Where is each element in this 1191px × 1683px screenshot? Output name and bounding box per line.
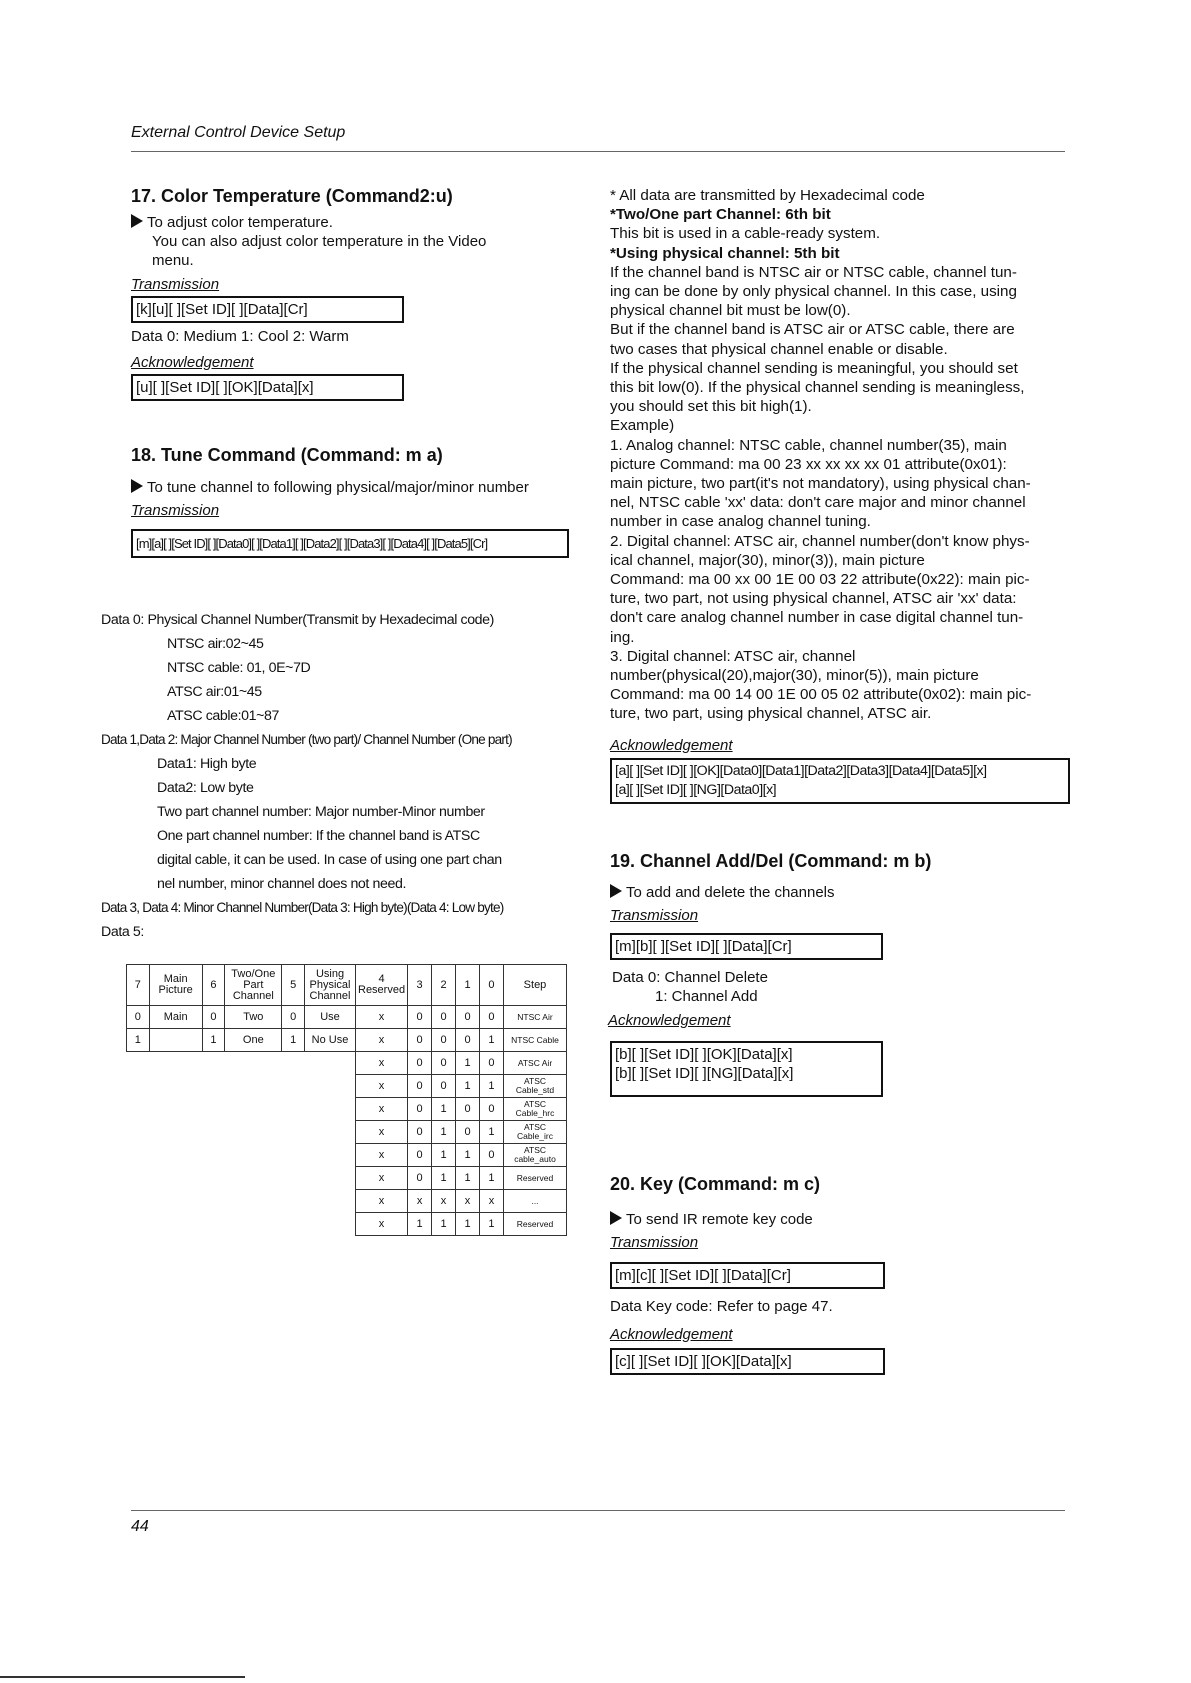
- text-line: Command: ma 00 xx 00 1E 00 03 22 attribute(0x22): main pic-: [610, 571, 1030, 589]
- s19-data-add: 1: Channel Add: [655, 988, 758, 1006]
- s18-transmission-label: Transmission: [131, 502, 220, 519]
- s19-data-delete: Data 0: Channel Delete: [612, 969, 768, 987]
- triangle-bullet-icon: [131, 214, 143, 228]
- table-cell: 7: [127, 965, 150, 1006]
- table-cell: 3: [408, 965, 432, 1006]
- table-row: x 0 1 0 0 ATSC Cable_hrc: [356, 1098, 567, 1121]
- text-line: Example): [610, 417, 675, 435]
- s17-ack-label: Acknowledgement: [131, 354, 254, 371]
- table-cell: 6: [202, 965, 225, 1006]
- triangle-bullet-icon: [610, 1211, 622, 1225]
- text-line: nel, NTSC cable 'xx' data: don't care major and minor channel: [610, 494, 1026, 512]
- table-row: x 0 1 0 1 ATSC Cable_irc: [356, 1121, 567, 1144]
- s20-ack-label: Acknowledgement: [610, 1325, 733, 1343]
- s18-desc: To tune channel to following physical/major/minor number: [131, 478, 581, 497]
- s17-desc2: You can also adjust color temperature in the Video menu.: [152, 233, 487, 269]
- table-cell: 2: [432, 965, 456, 1006]
- s18-data-line: ATSC cable:01~87: [167, 708, 280, 724]
- s18-data-line: Data 3, Data 4: Minor Channel Number(Data 3: High byte)(Data 4: Low byte): [101, 900, 504, 915]
- text-line: picture Command: ma 00 23 xx xx xx xx 01 attribute(0x01):: [610, 455, 1007, 473]
- triangle-bullet-icon: [610, 884, 622, 898]
- s20-desc: To send IR remote key code: [610, 1210, 1070, 1229]
- text-line: * All data are transmitted by Hexadecimal code: [610, 187, 925, 204]
- s20-transmission-label: Transmission: [610, 1233, 699, 1251]
- s19-transmission-label: Transmission: [610, 907, 699, 925]
- triangle-bullet-icon: [131, 479, 143, 493]
- s19-heading: 19. Channel Add/Del (Command: m b): [610, 850, 932, 871]
- table-cell: Step: [504, 965, 567, 1006]
- footer-rule: [131, 1510, 1065, 1511]
- s18-data-line: One part channel number: If the channel band is ATSC: [157, 828, 480, 844]
- text-line: ture, two part, not using physical channel, ATSC air 'xx' data:: [610, 590, 1017, 608]
- s18-data-line: Data 5:: [101, 924, 144, 940]
- s18-heading: 18. Tune Command (Command: m a): [131, 445, 443, 465]
- text-line: this bit low(0). If the physical channel sending is meaningless,: [610, 379, 1025, 397]
- s20-ack-box: [c][ ][Set ID][ ][OK][Data][x]: [610, 1348, 885, 1375]
- s20-transmission-box: [m][c][ ][Set ID][ ][Data][Cr]: [610, 1262, 885, 1289]
- table-cell: 1: [456, 965, 480, 1006]
- s18-data-line: ATSC air:01~45: [167, 684, 262, 700]
- text-line: physical channel bit must be low(0).: [610, 302, 851, 320]
- table-row: x 0 0 0 0 NTSC Air: [356, 1006, 567, 1029]
- text-line: number(physical(20),major(30), minor(5)), main picture: [610, 667, 979, 685]
- text-line: two cases that physical channel enable or disable.: [610, 340, 948, 358]
- right-column: [610, 186, 1070, 1375]
- text-line: ical channel, major(30), minor(3)), main picture: [610, 551, 925, 569]
- table-cell: Main Picture: [149, 965, 202, 1006]
- s18-data-line: digital cable, it can be used. In case of using one part chan: [157, 852, 502, 868]
- s17-transmission-box: [k][u][ ][Set ID][ ][Data][Cr]: [131, 296, 404, 323]
- text-line: don't care analog channel number in case digital channel tun-: [610, 609, 1024, 627]
- text-line: ing.: [610, 628, 635, 646]
- text-line: number in case analog channel tuning.: [610, 513, 871, 531]
- text-line: *Two/One part Channel: 6th bit: [610, 206, 831, 224]
- page-number: 44: [131, 1518, 149, 1535]
- table-cell: 4 Reserved: [356, 965, 408, 1006]
- header-rule: [131, 151, 1065, 152]
- s18-data-line: Data1: High byte: [157, 756, 257, 772]
- table-row: x 0 0 1 1 ATSC Cable_std: [356, 1075, 567, 1098]
- s19-desc: To add and delete the channels: [610, 883, 1070, 902]
- page-header: External Control Device Setup: [131, 124, 346, 141]
- s17-desc: To adjust color temperature.: [131, 213, 581, 232]
- text-line: you should set this bit high(1).: [610, 398, 812, 416]
- text-line: *Using physical channel: 5th bit: [610, 244, 840, 262]
- text-line: ing can be done by only physical channel. In this case, using: [610, 283, 1017, 301]
- text-line: main picture, two part(it's not mandatory), using physical chan-: [610, 475, 1031, 493]
- s18-data-block: [101, 608, 581, 944]
- s18-data-line: Data 1,Data 2: Major Channel Number (two part)/ Channel Number (One part): [101, 732, 512, 747]
- s18-ack-box: [a][ ][Set ID][ ][OK][Data0][Data1][Data2][Data3][Data4][Data5][x] [a][ ][Set ID][ ][NG][Data0][x]: [610, 758, 1070, 804]
- table-cell: 0: [479, 965, 503, 1006]
- s17-transmission-label: Transmission: [131, 276, 220, 293]
- text-line: Command: ma 00 14 00 1E 00 05 02 attribute(0x02): main pic-: [610, 686, 1032, 704]
- table-row: 0 Main 0 Two 0 Use: [127, 1006, 356, 1029]
- s18-data-line: NTSC air:02~45: [167, 636, 264, 652]
- s17-heading: 17. Color Temperature (Command2:u): [131, 186, 453, 206]
- s19-ack-label: Acknowledgement: [608, 1012, 731, 1030]
- data5-table-right: [355, 964, 567, 1236]
- text-line: If the channel band is NTSC air or NTSC cable, channel tun-: [610, 263, 1017, 281]
- table-row: x 1 1 1 1 Reserved: [356, 1213, 567, 1236]
- table-row: x 0 1 1 1 Reserved: [356, 1167, 567, 1190]
- s18-data-line: NTSC cable: 01, 0E~7D: [167, 660, 311, 676]
- table-cell: Using Physical Channel: [305, 965, 356, 1006]
- s18-data-line: Two part channel number: Major number-Minor number: [157, 804, 485, 820]
- table-cell: Two/One Part Channel: [225, 965, 282, 1006]
- table-row: 1 1 One 1 No Use: [127, 1029, 356, 1052]
- s20-heading: 20. Key (Command: m c): [610, 1173, 821, 1194]
- table-row: x 0 0 0 1 NTSC Cable: [356, 1029, 567, 1052]
- s18-ack-label: Acknowledgement: [610, 736, 733, 754]
- text-line: 1. Analog channel: NTSC cable, channel number(35), main: [610, 436, 1007, 454]
- data5-table-left: [126, 964, 356, 1052]
- table-row: x x x x x ...: [356, 1190, 567, 1213]
- s18-data-line: nel number, minor channel does not need.: [157, 876, 407, 892]
- table-cell: 5: [282, 965, 305, 1006]
- s20-data: Data Key code: Refer to page 47.: [610, 1297, 833, 1315]
- s17-data: Data 0: Medium 1: Cool 2: Warm: [131, 328, 349, 345]
- s19-ack-box: [b][ ][Set ID][ ][OK][Data][x] [b][ ][Set ID][ ][NG][Data][x]: [610, 1041, 883, 1097]
- text-line: 3. Digital channel: ATSC air, channel: [610, 647, 856, 665]
- text-line: But if the channel band is ATSC air or ATSC cable, there are: [610, 321, 1015, 339]
- text-line: ture, two part, using physical channel, ATSC air.: [610, 705, 932, 723]
- bottom-bar: [0, 1676, 245, 1678]
- explanation-text: [610, 186, 1070, 724]
- left-column: [131, 186, 581, 558]
- text-line: 2. Digital channel: ATSC air, channel number(don't know phys-: [610, 532, 1030, 550]
- table-row: x 0 0 1 0 ATSC Air: [356, 1052, 567, 1075]
- s18-data-line: Data2: Low byte: [157, 780, 254, 796]
- text-line: This bit is used in a cable-ready system.: [610, 225, 881, 243]
- s18-data-line: Data 0: Physical Channel Number(Transmit by Hexadecimal code): [101, 612, 494, 628]
- s19-transmission-box: [m][b][ ][Set ID][ ][Data][Cr]: [610, 933, 883, 960]
- s17-ack-box: [u][ ][Set ID][ ][OK][Data][x]: [131, 374, 404, 401]
- table-row: x 0 1 1 0 ATSC cable_auto: [356, 1144, 567, 1167]
- text-line: If the physical channel sending is meaningful, you should set: [610, 359, 1018, 377]
- s18-transmission-box: [m][a][ ][Set ID][ ][Data0][ ][Data1][ ][Data2][ ][Data3][ ][Data4][ ][Data5][Cr]: [131, 529, 569, 558]
